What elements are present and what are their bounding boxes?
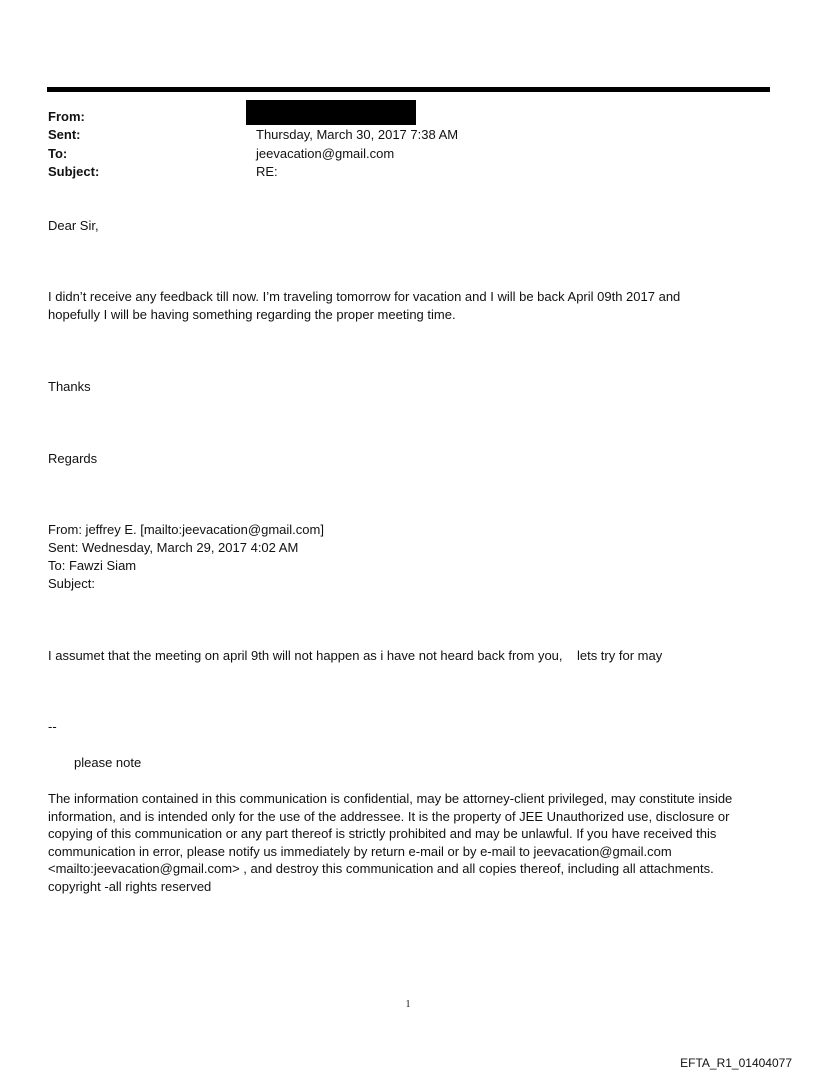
to-value: jeevacation@gmail.com [256,146,395,161]
body-paragraph-line-1: I didn’t receive any feedback till now. I’m traveling tomorrow for vacation and I will be back April 09th 2017 and [48,289,681,304]
header-rule [47,87,770,92]
note-heading: please note [74,755,142,770]
page-number: 1 [405,999,411,1010]
redacted-sender [246,100,416,125]
quoted-subject: Subject: [48,576,95,591]
subject-label: Subject: [48,164,100,179]
quoted-from: From: jeffrey E. [mailto:jeevacation@gmail.com] [48,522,324,537]
sent-label: Sent: [48,127,81,142]
sent-value: Thursday, March 30, 2017 7:38 AM [256,127,459,142]
quoted-to: To: Fawzi Siam [48,558,137,573]
quoted-message: I assumet that the meeting on april 9th will not happen as i have not heard back from you, lets try for may [48,648,663,663]
greeting: Dear Sir, [48,218,99,233]
body-paragraph-line-2: hopefully I will be having something regarding the proper meeting time. [48,307,456,322]
document-id: EFTA_R1_01404077 [680,1056,792,1070]
signature-separator: -- [48,719,57,734]
to-label: To: [48,146,68,161]
confidentiality-disclaimer: The information contained in this communication is confidential, may be attorney-client privileged, may constitute inside information, and is intended only for the use of the addressee. It is the property of JEE Unauthorized use, disclosure or copying of this communication or any part thereof is strictly prohibited and may be unlawful. If you have received this communication in error, please notify us immediately by return e-mail or by e-mail to jeevacation@gmail.com <mailto:jeevacation@gmail.com> , and destroy this communication and all copies thereof, including all attachments. copyright -all rights reserved [48,791,733,894]
thanks: Thanks [48,379,91,394]
regards: Regards [48,451,98,466]
from-label: From: [48,109,85,124]
quoted-sent: Sent: Wednesday, March 29, 2017 4:02 AM [48,540,299,555]
subject-value: RE: [256,164,278,179]
